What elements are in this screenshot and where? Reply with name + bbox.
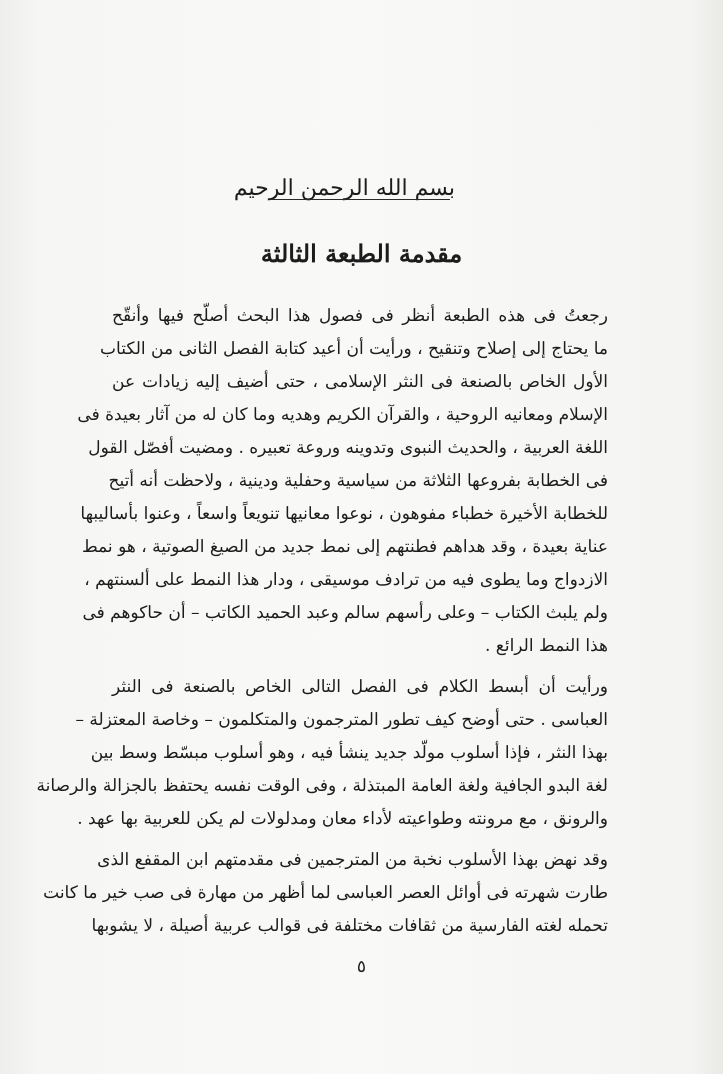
text-line: الإسلام ومعانيه الروحية ، والقرآن الكريم وهديه وما كان له من آثار بعيدة فى (77, 405, 608, 425)
text-line: والرونق ، مع مرونته وطواعيته لأداء معان ومدلولات لم يكن للعربية بها عهد . (77, 809, 608, 829)
text-line: عناية بعيدة ، وقد هداهم فطنتهم إلى نمط جديد من الصيغ الصوتية ، هو نمط (81, 537, 608, 557)
text-line: ما يحتاج إلى إصلاح وتنقيح ، ورأيت أن أعيد كتابة الفصل الثانى من الكتاب (100, 339, 608, 359)
page-number: ٥ (356, 957, 367, 977)
body-text (36, 300, 608, 943)
text-line: ورأيت أن أبسط الكلام فى الفصل التالى الخاص بالصنعة فى النثر (112, 677, 608, 697)
text-line: رجعتُ فى هذه الطبعة أنظر فى فصول هذا البحث أصلّح فيها وأنقّح (112, 306, 608, 326)
text-line: الازدواج وما يطوى فيه من ترادف موسيقى ، ودار هذا النمط على ألسنتهم ، (84, 570, 608, 590)
text-line: لغة البدو الجافية ولغة العامة المبتذلة ، وفى الوقت نفسه يحتفظ بالجزالة والرصانة (36, 776, 608, 796)
text-line: العباسى . حتى أوضح كيف تطور المترجمون والمتكلمون – وخاصة المعتزلة – (75, 710, 608, 730)
text-line: طارت شهرته فى أوائل العصر العباسى لما أظهر من مهارة فى صب خير ما كانت (43, 883, 608, 903)
page-title: مقدمة الطبعة الثالثة (260, 239, 463, 268)
text-line: هذا النمط الرائع . (484, 636, 608, 656)
text-line: الأول الخاص بالصنعة فى النثر الإسلامى ، حتى أضيف إليه زيادات عن (112, 372, 608, 392)
basmala-underline (270, 199, 450, 200)
text-line: للخطابة الأخيرة خطباء مفوهون ، نوعوا معانيها تنويعاً واسعاً ، وعنوا بأساليبها (80, 504, 608, 524)
text-line: وقد نهض بهذا الأسلوب نخبة من المترجمين فى مقدمتهم ابن المقفع الذى (97, 850, 608, 870)
text-line: تحمله لغته الفارسية من ثقافات مختلفة فى قوالب عربية أصيلة ، لا يشوبها (91, 916, 608, 936)
text-line: اللغة العربية ، والحديث النبوى وتدوينه وروعة تعبيره . ومضيت أفصّل القول (88, 438, 608, 458)
text-line: ولم يلبث الكتاب – وعلى رأسهم سالم وعبد الحميد الكاتب – أن حاكوهم فى (82, 603, 608, 623)
basmala-heading: بسم الله الرحمن الرحيم (233, 176, 455, 201)
text-line: بهذا النثر ، فإذا أسلوب مولّد جديد ينشأ فيه ، وهو أسلوب مبسّط وسط بين (90, 743, 608, 763)
text-line: فى الخطابة بفروعها الثلاثة من سياسية وحفلية ودينية ، ولاحظت أنه أتيح (108, 471, 608, 491)
